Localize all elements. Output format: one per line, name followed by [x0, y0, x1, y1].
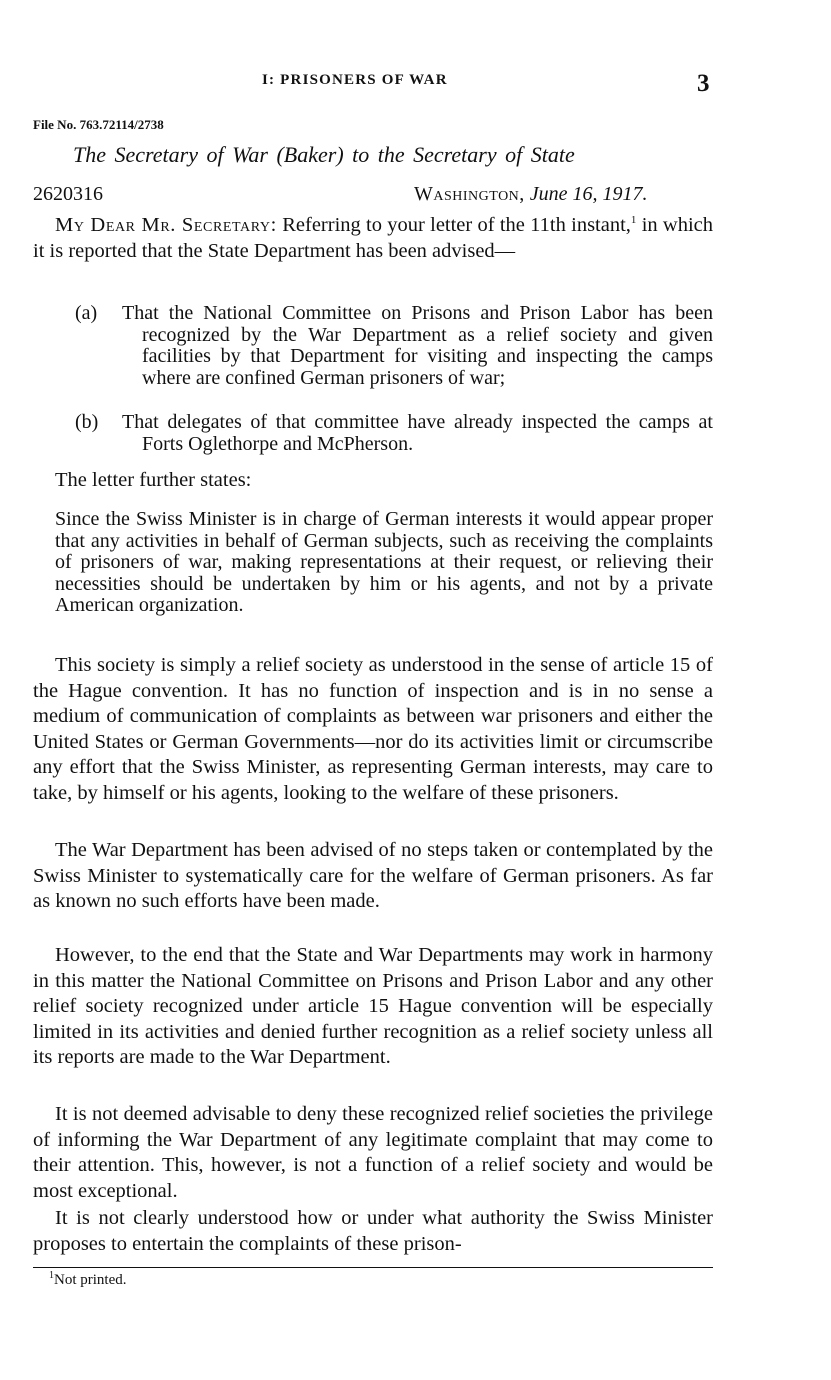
dateline [414, 183, 648, 206]
page-number: 3 [697, 70, 710, 97]
list-item-label: (a) [75, 302, 98, 324]
document-title: The Secretary of War (Baker) to the Secretary of State [73, 142, 575, 167]
body-paragraph-3: However, to the end that the State and War Departments may work in harmony in this matter the National Committee on Prisons and Prison Labor and any other relief society recognized under article 15 Hague convention will be especially limited in its activities and denied further recognition as a relief society unless all its reports are made to the War Department. [33, 944, 713, 1069]
body-paragraph-5: It is not clearly understood how or under what authority the Swiss Minister proposes to entertain the complaints of these prison- [33, 1207, 713, 1255]
document-number: 2620316 [33, 183, 103, 205]
body-paragraph-1: This society is simply a relief society as understood in the sense of article 15 of the Hague convention. It has no function of inspection and is in no sense a medium of communication of complaints as between war prisoners and either the United States or German Governments—nor do its activities limit or circumscribe any effort that the Swiss Minister, as representing German interests, may care to take, by himself or his agents, looking to the welfare of these prisoners. [33, 654, 713, 804]
opening-text: Referring to your letter of the 11th instant, [282, 214, 631, 236]
footnote-reference: 1 [630, 214, 637, 226]
list-item-label: (b) [75, 411, 99, 433]
footnote-text: Not printed. [54, 1272, 127, 1288]
dateline-place: Washington, [414, 183, 525, 205]
running-header: I: PRISONERS OF WAR [262, 72, 448, 88]
body-paragraph-4: It is not deemed advisable to deny these recognized relief societies the privilege of informing the War Department of any legitimate complaint that may come to their attention. This, however, is not a function of a relief society and would be most exceptional. [33, 1103, 713, 1202]
block-quote: Since the Swiss Minister is in charge of German interests it would appear proper that any activities in behalf of German subjects, such as receiving the complaints of prisoners of war, making representations at their request, or relieving their necessities should be undertaken by him or his agents, and not by a private American organization. [55, 508, 713, 616]
letter-further-states: The letter further states: [55, 469, 252, 491]
list-item [75, 412, 713, 455]
footnote-divider [33, 1267, 713, 1268]
body-paragraph-2: The War Department has been advised of no steps taken or contemplated by the Swiss Minister to systematically care for the welfare of German prisoners. As far as known no such efforts have been made. [33, 839, 713, 913]
opening-paragraph [33, 213, 713, 264]
footnote [49, 1272, 127, 1289]
footnote-mark: 1 [49, 1270, 54, 1281]
list-item-text: That the National Committee on Prisons and Prison Labor has been recognized by the War Department as a relief society and given facilities by that Department for visiting and inspecting the camps where are confined German prisoners of war; [122, 302, 713, 389]
file-number: File No. 763.72114/2738 [33, 117, 164, 132]
dateline-date: June 16, 1917. [529, 183, 648, 205]
salutation: My Dear Mr. Secretary: [55, 214, 277, 236]
list-item-text: That delegates of that committee have already inspected the camps at Forts Oglethorpe and McPherson. [122, 411, 713, 455]
list-item [75, 303, 713, 389]
opening-rest: in which it is reported that the State Department has been advised— [33, 214, 714, 262]
